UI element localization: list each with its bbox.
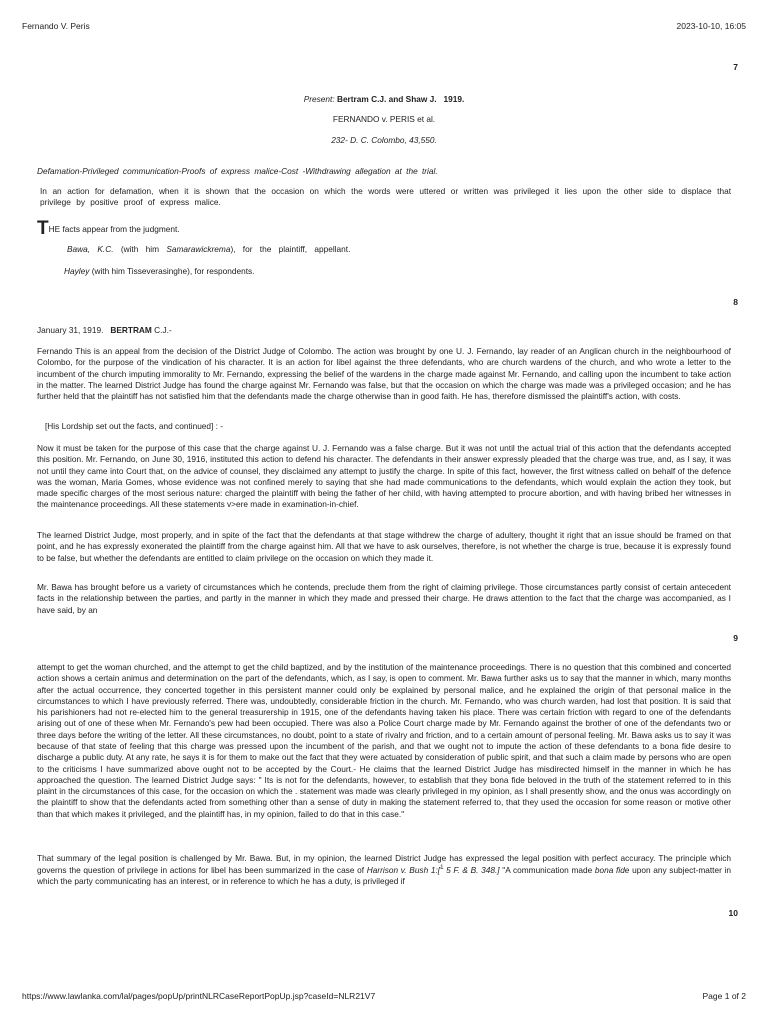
cited-case: Harrison v. Bush 1:[ [366, 865, 441, 876]
respondent-counsel-name: Hayley [64, 266, 90, 276]
appellant-with: (with him [120, 244, 160, 254]
appellant-role: ), for the plaintiff, appellant. [230, 244, 351, 254]
paragraph-7-text-c: "A communication made [502, 865, 593, 876]
judgment-paragraph-2: [His Lordship set out the facts, and continued] : - [45, 421, 224, 431]
judgment-paragraph-6: attempt to get the woman churched, and the attempt to get the child baptized, and by the institution of the maintenance proceedings. There is no question that this combined and concerted action shows a certain animus and determination on the part of the defendants, which, as I say, is open to comment. Mr. Bawa further asks us to say that the manner in which, many months after the actual occurrence, they concerted together in this persistent manner could only be explained by personal malice, and he explained the origin of that personal malice in the circumstances to which I have previously referred. There was, undoubtedly, considerable friction in the church. Mr. Fernando, who was church warden, had lost that position. It is said that his parishioners had not re-elected him to the general treasurership in 1915, one of the defendants having taken his place. There was certain friction with regard to one of the defendants arising out of one of these when Mr. Fernando's pew had been occupied. There was also a Police Court charge made by Mr. Fernando against the brother of one of the defendants two or three days before the writing of the letter. All these circumstances, no doubt, point to a state of rivalry and friction, and to a certain amount of personal feeling. Mr. Bawa asks us to say it was because of that state of feeling that this charge was pressed upon the incumbent of the parish, and that we ought not to impute the action of these defendants to a bona fide desire to discharge a public duty. At any rate, he says it is for them to make out the fact that they were actuated by consideration of public spirit, and that such a claim made by persons who are open to the criticisms I have summarized above ought not to be accepted by the Court.- He claims that the learned District Judge has misdirected himself in the manner in which he has approached the question. The learned District Judge says: " Its is not for the defendants, however, to establish that they bona fide beloved in the truth of the statement referred to in this plaint in the circumstances of this case, for the occasion on which the . statement was made was clearly privileged in my opinion, as I shall presently show, and the onus was accordingly on the plaintiff to show that the defendants acted from something other than a sense of duty in making the statement referred to, that they used the occasion for some reason or motive other than that which makes it privileged, and the plaintiff has, in my opinion, failed to do that in this case." [37, 662, 731, 819]
appellant-counsel-name: Bawa, K.C. [67, 244, 114, 254]
paragraph-7-text-a: That summary of the legal position is challenged by Mr. Bawa. But, in my opinion, the learned District Judge has expressed the legal position with perfect accuracy. The principle which governs the question of privilege in actions for libel has been summarized in the case of [37, 853, 731, 876]
page-number-7: 7 [733, 62, 738, 72]
print-header-timestamp: 2023-10-10, 16:05 [676, 21, 746, 31]
case-title: FERNANDO v. PERIS et al. [332, 114, 436, 124]
facts-text: HE facts appear from the judgment. [48, 224, 180, 234]
page-number-9: 9 [733, 633, 738, 643]
judgment-date: January 31, 1919. [37, 325, 104, 335]
print-footer-url[interactable]: https://www.lawlanka.com/lal/pages/popUp/printNLRCaseReportPopUp.jsp?caseId=NLR21V7 [22, 991, 376, 1001]
appellant-counsel [37, 244, 731, 255]
judge-suffix: C.J.- [154, 325, 172, 335]
headnote-keywords: Defamation-Privileged communication-Proofs of express malice-Cost -Withdrawing allegation at the trial. [37, 166, 438, 176]
respondent-role: (with him Tisseverasinghe), for respondents. [91, 266, 255, 276]
facts-line [37, 219, 731, 238]
present-judges: Bertram C.J. and Shaw J. [336, 94, 437, 104]
headnote-summary: In an action for defamation, when it is shown that the occasion on which the words were uttered or written was privileged it lies upon the other side to displace that privilege by positive proof of express malice. [40, 186, 731, 208]
judgment-paragraph-1: Fernando This is an appeal from the decision of the District Judge of Colombo. The action was brought by one U. J. Fernando, lay reader of an Anglican church in the neighbourhood of Colombo, for the purpose of the vindication of his character. It is an action for libel against the three defendants, who are church wardens of the church, and who wrote a letter to the incumbent of the church imputing immorality to Mr. Fernando, expressing the belief of the wardens in the charge made against Mr. Fernando, and calling upon the incumbent to take action in the matter. The learned District Judge has found the charge against Mr. Fernando was false, but that the occasion on which the charge was made was a privileged occasion; and he has further held that the plaintiff has not satisfied him that the defendants made the charge otherwise than in good faith. He has, therefore dismissed the plaintiff's action, with costs. [37, 346, 731, 402]
respondent-counsel [37, 266, 731, 277]
appellant-junior-counsel: Samarawickrema [166, 244, 231, 254]
print-header-title: Fernando V. Peris [22, 21, 90, 31]
judgment-paragraph-3: Now it must be taken for the purpose of this case that the charge against U. J. Fernando was a false charge. But it was not until the actual trial of this action that the defendants accepted this position. Mr. Fernando, on June 30, 1916, instituted this action to defend his character. The defendants in their answer expressly pleaded that the charge was true, and, as I say, it was not until they came into Court that, on the advice of counsel, they disclaimed any attempt to justify the charge. In spite of this fact, however, the first witness called on behalf of the defence was the woman, Maria Gomes, whose evidence was not confined merely to saying that she had made communications to the defendants, which would explain the action they took, but made specific charges of the most serious nature: charged the plaintiff with being the father of her child, with having attempted to procure abortion, and with having bribed her witnesses in the maintenance proceedings. All these statements v>ere made in examination-in-chief. [37, 443, 731, 510]
judgment-paragraph-4: The learned District Judge, most properly, and in spite of the fact that the defendants at that stage withdrew the charge of adultery, thought it right that an issue should be framed on that point, and he has expressly exonerated the plaintiff from the charge against him. All that we have to ask ourselves, therefore, is not whether the charge is true, because it is expressly found to be false, but whether the defendants are entitled to claim privilege on the occasion on which they made it. [37, 530, 731, 563]
cited-reporter: 5 F. & B. 348.] [446, 865, 500, 876]
page-number-8: 8 [733, 297, 738, 307]
present-year: 1919. [443, 94, 465, 104]
judge-name: BERTRAM [110, 325, 152, 335]
bona-fide-term: bona fide [594, 865, 630, 876]
judgment-date-line [37, 325, 731, 336]
bench-line [0, 94, 768, 105]
page-number-10: 10 [728, 908, 738, 918]
footnote-marker: 1 [440, 865, 444, 872]
case-citation: 232- D. C. Colombo, 43,550. [331, 135, 437, 145]
paragraph-7-text-d: upon any subject-matter in which the party communicating has an interest, or in reference to which he has a duty, is privileged if [37, 865, 731, 887]
print-footer-page-count: Page 1 of 2 [702, 991, 746, 1001]
present-label: Present: [303, 94, 335, 104]
judgment-paragraph-5: Mr. Bawa has brought before us a variety of circumstances which he contends, preclude them from the right of claiming privilege. Those circumstances partly consist of certain antecedent facts in the relationship between the parties, and partly in the manner in which they made and pressed their charge. He draws attention to the fact that the charge was accompanied, as I have said, by an [37, 582, 731, 615]
judgment-paragraph-7 [37, 853, 731, 888]
drop-cap: T [37, 218, 49, 239]
